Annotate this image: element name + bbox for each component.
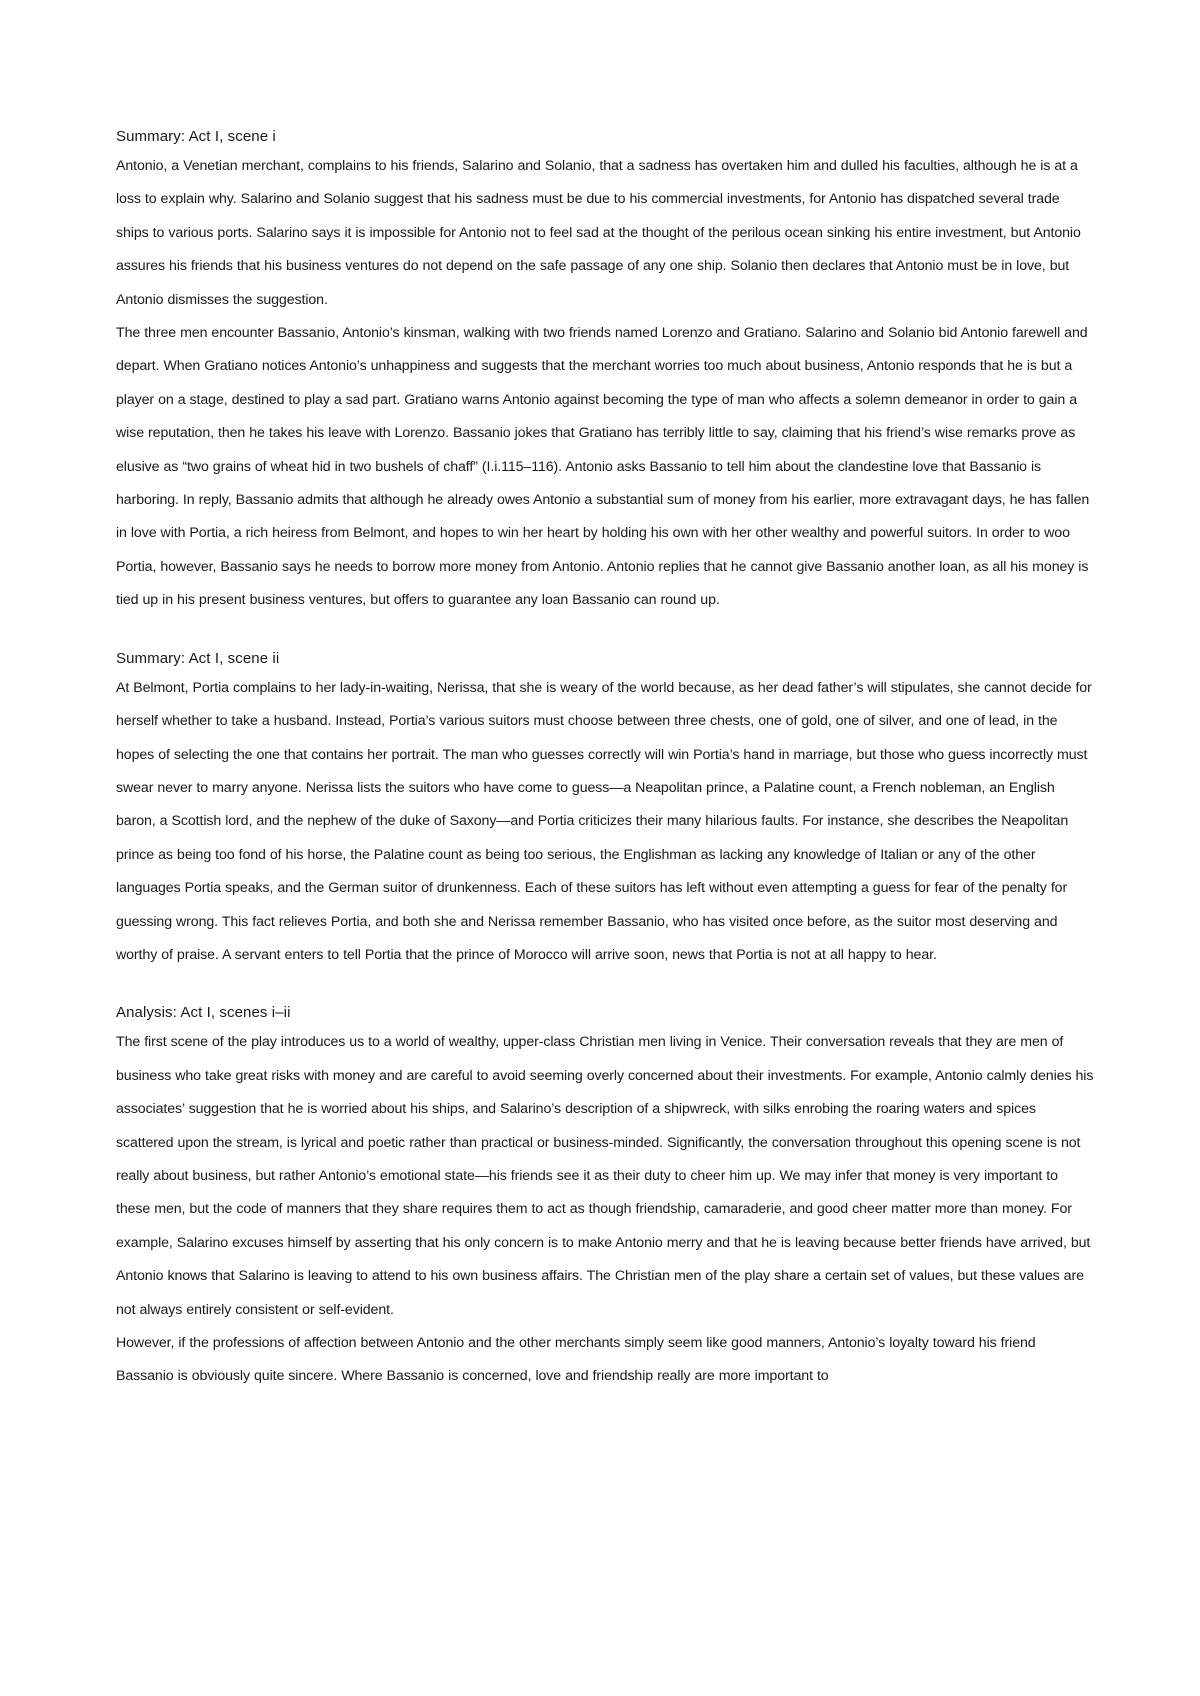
- document-page: [116, 126, 1096, 1394]
- section-gap: [116, 972, 1096, 1002]
- paragraph: At Belmont, Portia complains to her lady-in-waiting, Nerissa, that she is weary of the world because, as her dead father’s will stipulates, she cannot decide for herself whether to take a husband. Instead, Portia’s various suitors must choose between three chests, one of gold, one of silver, and one of lead, in the hopes of selecting the one that contains her portrait. The man who guesses correctly will win Portia’s hand in marriage, but those who guess incorrectly must swear never to marry anyone. Nerissa lists the suitors who have come to guess—a Neapolitan prince, a Palatine count, a French nobleman, an English baron, a Scottish lord, and the nephew of the duke of Saxony—and Portia criticizes their many hilarious faults. For instance, she describes the Neapolitan prince as being too fond of his horse, the Palatine count as being too serious, the Englishman as lacking any knowledge of Italian or any of the other languages Portia speaks, and the German suitor of drunkenness. Each of these suitors has left without even attempting a guess for fear of the penalty for guessing wrong. This fact relieves Portia, and both she and Nerissa remember Bassanio, who has visited once before, as the suitor most deserving and worthy of praise. A servant enters to tell Portia that the prince of Morocco will arrive soon, news that Portia is not at all happy to hear.: [116, 679, 1092, 963]
- section-heading: Summary: Act I, scene i: [116, 128, 276, 145]
- paragraph: However, if the professions of affection between Antonio and the other merchants simply seem like good manners, Antonio’s loyalty toward his friend Bassanio is obviously quite sincere. Where Bassanio is concerned, love and friendship really are more important to: [116, 1335, 1036, 1385]
- paragraph: Antonio, a Venetian merchant, complains to his friends, Salarino and Solanio, that a sadness has overtaken him and dulled his faculties, although he is at a loss to explain why. Salarino and Solanio suggest that his sadness must be due to his commercial investments, for Antonio has dispatched several trade ships to various ports. Salarino says it is impossible for Antonio not to feel sad at the thought of the perilous ocean sinking his entire investment, but Antonio assures his friends that his business ventures do not depend on the safe passage of any one ship. Solanio then declares that Antonio must be in love, but Antonio dismisses the suggestion.: [116, 158, 1081, 308]
- section-analysis: [116, 1002, 1096, 1393]
- section-heading: Summary: Act I, scene ii: [116, 649, 280, 667]
- paragraph: The first scene of the play introduces us to a world of wealthy, upper-class Christian men living in Venice. Their conversation reveals that they are men of business who take great risks with money and are careful to avoid seeming overly concerned about their investments. For example, Antonio calmly denies his associates’ suggestion that he is worried about his ships, and Salarino’s description of a shipwreck, with silks enrobing the roaring waters and spices scattered upon the stream, is lyrical and poetic rather than practical or business-minded. Significantly, the conversation throughout this opening scene is not really about business, but rather Antonio’s emotional state—his friends see it as their duty to cheer him up. We may infer that money is very important to these men, but the code of manners that they share requires them to act as though friendship, camaraderie, and good cheer matter more than money. For example, Salarino excuses himself by asserting that his only concern is to make Antonio merry and that he is leaving because better friends have arrived, but Antonio knows that Salarino is leaving to attend to his own business affairs. The Christian men of the play share a certain set of values, but these values are not always entirely consistent or self-evident.: [116, 1034, 1094, 1318]
- section-gap: [116, 618, 1096, 648]
- section-act1-scene2: [116, 648, 1096, 973]
- section-heading: Analysis: Act I, scenes i–ii: [116, 1004, 291, 1022]
- paragraph: The three men encounter Bassanio, Antonio’s kinsman, walking with two friends named Lorenzo and Gratiano. Salarino and Solanio bid Antonio farewell and depart. When Gratiano notices Antonio’s unhappiness and suggests that the merchant worries too much about business, Antonio responds that he is but a player on a stage, destined to play a sad part. Gratiano warns Antonio against becoming the type of man who affects a solemn demeanor in order to gain a wise reputation, then he takes his leave with Lorenzo. Bassanio jokes that Gratiano has terribly little to say, claiming that his friend’s wise remarks prove as elusive as “two grains of wheat hid in two bushels of chaff” (I.i.115–116). Antonio asks Bassanio to tell him about the clandestine love that Bassanio is harboring. In reply, Bassanio admits that although he already owes Antonio a substantial sum of money from his earlier, more extravagant days, he has fallen in love with Portia, a rich heiress from Belmont, and hopes to win her heart by holding his own with her other wealthy and powerful suitors. In order to woo Portia, however, Bassanio says he needs to borrow more money from Antonio. Antonio replies that he cannot give Bassanio another loan, as all his money is tied up in his present business ventures, but offers to guarantee any loan Bassanio can round up.: [116, 325, 1090, 609]
- section-act1-scene1: [116, 126, 1096, 618]
